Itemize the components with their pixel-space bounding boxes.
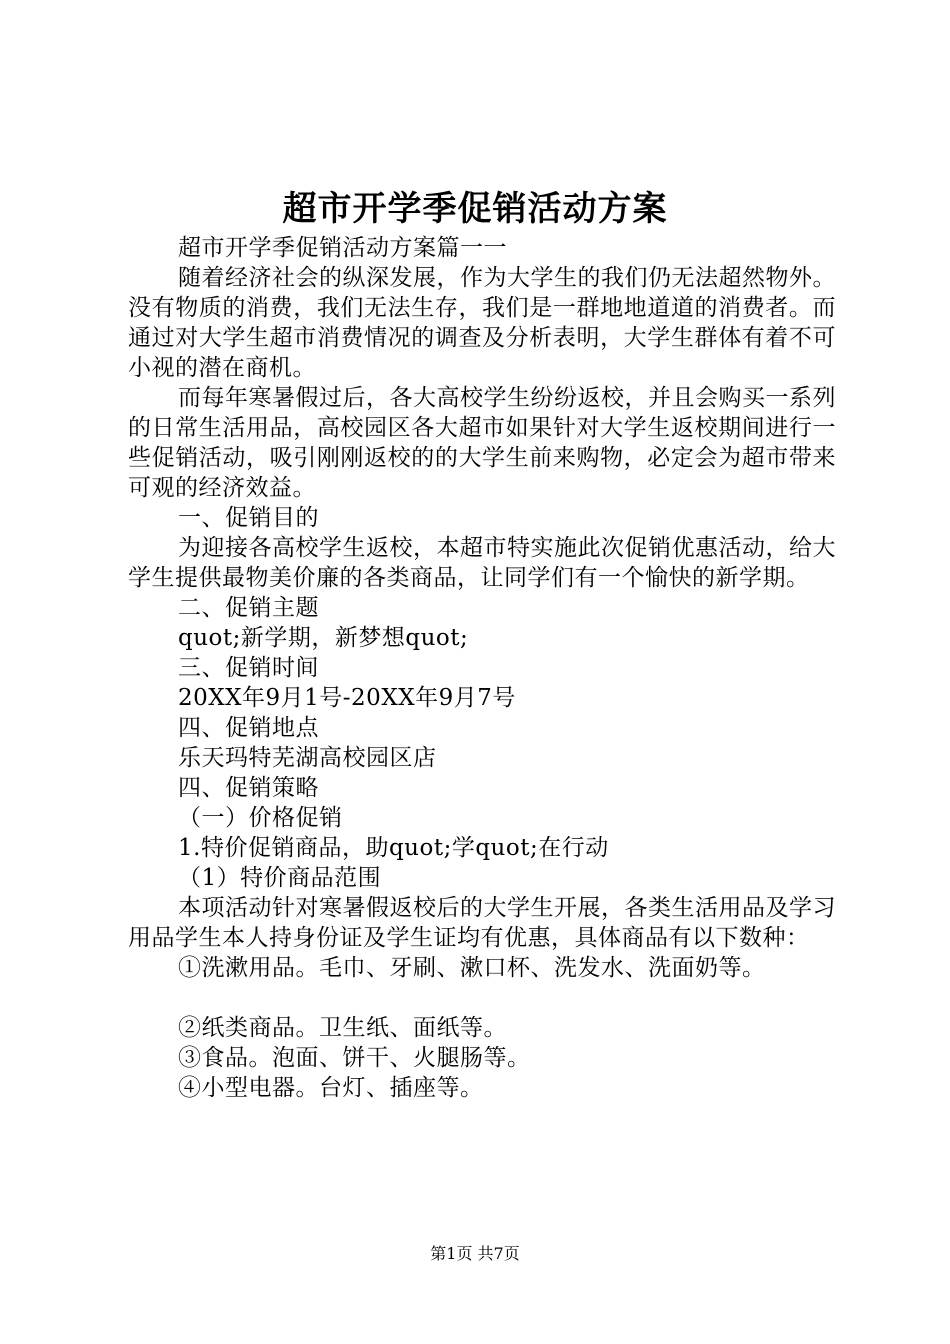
paragraph-heading-part-one: 超市开学季促销活动方案篇一一	[178, 235, 507, 261]
list-item-appliances: ④小型电器。台灯、插座等。	[178, 1075, 484, 1101]
paragraph-range: 本项活动针对寒暑假返校后的大学生开展，各类生活用品及学习用品学生本人持身份证及学生证均有优惠，具体商品有以下数种：	[128, 895, 836, 951]
blank-line	[128, 983, 836, 1013]
document-body	[128, 233, 836, 1103]
section-heading-strategy: 四、促销策略	[178, 775, 319, 801]
paragraph-theme: quot;新学期，新梦想quot;	[178, 625, 469, 651]
section-heading-purpose: 一、促销目的	[178, 505, 319, 531]
section-heading-theme: 二、促销主题	[178, 595, 319, 621]
paragraph-time: 20XX年9月1号-20XX年9月7号	[178, 685, 516, 711]
paragraph-purpose: 为迎接各高校学生返校，本超市特实施此次促销优惠活动，给大学生提供最物美价廉的各类商品，让同学们有一个愉快的新学期。	[128, 535, 836, 591]
section-heading-time: 三、促销时间	[178, 655, 319, 681]
paragraph-intro-return-school: 而每年寒暑假过后，各大高校学生纷纷返校，并且会购买一系列的日常生活用品，高校园区各大超市如果针对大学生返校期间进行一些促销活动，吸引刚刚返校的的大学生前来购物，必定会为超市带来可观的经济效益。	[128, 385, 836, 501]
list-item-toiletries: ①洗漱用品。毛巾、牙刷、漱口杯、洗发水、洗面奶等。	[178, 955, 766, 981]
document-title: 超市开学季促销活动方案	[282, 189, 668, 229]
page-footer: 第1页 共7页	[430, 1244, 520, 1263]
list-item-food: ③食品。泡面、饼干、火腿肠等。	[178, 1045, 531, 1071]
paragraph-location: 乐天玛特芜湖高校园区店	[178, 745, 437, 771]
paragraph-intro-consumption: 随着经济社会的纵深发展，作为大学生的我们仍无法超然物外。没有物质的消费，我们无法生存，我们是一群地地道道的消费者。而通过对大学生超市消费情况的调查及分析表明，大学生群体有着不可小视的潜在商机。	[128, 265, 836, 381]
subsection-heading-range: （1）特价商品范围	[178, 865, 382, 891]
paragraph-special-price: 1.特价促销商品，助quot;学quot;在行动	[178, 835, 609, 861]
subsection-heading-price: （一）价格促销	[178, 805, 343, 831]
list-item-paper: ②纸类商品。卫生纸、面纸等。	[178, 1015, 507, 1041]
section-heading-location: 四、促销地点	[178, 715, 319, 741]
